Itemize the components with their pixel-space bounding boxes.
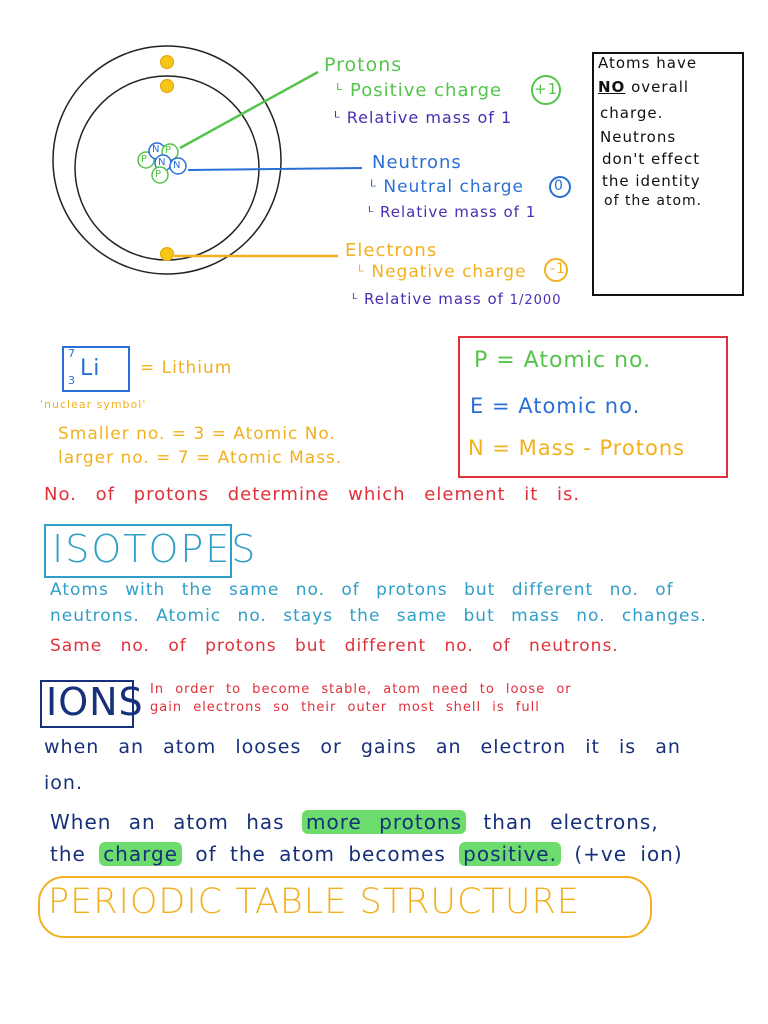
ions-line-2: ion. [44,772,83,794]
mass-number: 7 [68,347,76,360]
isotopes-heading: ISOTOPES [52,527,258,571]
nucleus-proton-2: P [165,145,173,156]
electrons-charge-line: ᴸ Negative charge [358,262,527,282]
protons-determine-note: No. of protons determine which element it is. [44,484,581,505]
nucleus-neutron-2: N [158,157,167,168]
highlight-charge: charge [99,842,182,866]
ions-line-4: the charge of the atom becomes positive. (+ve ion) [50,842,683,866]
element-name: = Lithium [140,358,233,378]
electrons-title: Electrons [345,240,438,261]
isotopes-line-2: neutrons. Atomic no. stays the same but mass no. changes. [50,606,707,626]
nucleus-neutron-1: N [152,144,161,155]
ions-line-3: When an atom has more protons than electrons, [50,810,659,834]
protons-mass-line: ᴸ Relative mass of 1 [334,108,513,127]
electrons-charge-value: -1 [550,261,566,277]
larger-number-line: larger no. = 7 = Atomic Mass. [58,448,343,468]
protons-charge-value: +1 [534,80,559,98]
note-line-1: Atoms have [598,54,698,72]
note-line-7: of the atom. [604,193,703,209]
ions-heading: IONS [46,680,144,724]
neutron-pointer [188,168,362,170]
ions-line-1: when an atom looses or gains an electron it is an [44,736,681,758]
protons-charge-line: ᴸ Positive charge [336,80,503,101]
neutrons-charge-line: ᴸ Neutral charge [370,177,525,197]
note-line-2: NO overall [598,78,690,96]
note-line-5: don't effect [602,150,701,168]
neutrons-mass-line: ᴸ Relative mass of 1 [368,203,537,221]
isotopes-line-1: Atoms with the same no. of protons but different no. of [50,580,674,600]
electron-top-outer [161,56,174,69]
isotopes-line-3: Same no. of protons but different no. of neutrons. [50,636,619,656]
nuclear-symbol-caption: 'nuclear symbol' [40,398,147,411]
neutrons-charge-value: 0 [554,178,564,194]
element-symbol: Li [80,356,101,381]
formula-e: E = Atomic no. [470,394,641,418]
electron-bottom [161,248,174,261]
formula-p: P = Atomic no. [474,348,652,373]
highlight-more-protons: more protons [302,810,466,834]
note-line-4: Neutrons [600,128,677,146]
nucleus-neutron-3: N [173,160,182,171]
periodic-table-heading: PERIODIC TABLE STRUCTURE [48,882,580,922]
ions-side-line-1: In order to become stable, atom need to loose or [150,682,572,697]
nucleus-proton-3: P [155,169,163,180]
note-line-3: charge. [600,104,664,122]
ions-side-line-2: gain electrons so their outer most shell is full [150,700,540,715]
nucleus-proton-1: P [141,154,149,165]
electrons-mass-line: ᴸ Relative mass of 1/2000 [352,290,562,308]
neutrons-title: Neutrons [372,152,462,173]
note-line-6: the identity [602,172,701,190]
formula-n: N = Mass - Protons [468,436,686,460]
highlight-positive: positive. [459,842,561,866]
atomic-number: 3 [68,374,76,387]
protons-title: Protons [324,54,403,76]
smaller-number-line: Smaller no. = 3 = Atomic No. [58,424,336,444]
electron-top-inner [161,80,174,93]
proton-pointer [180,72,318,148]
